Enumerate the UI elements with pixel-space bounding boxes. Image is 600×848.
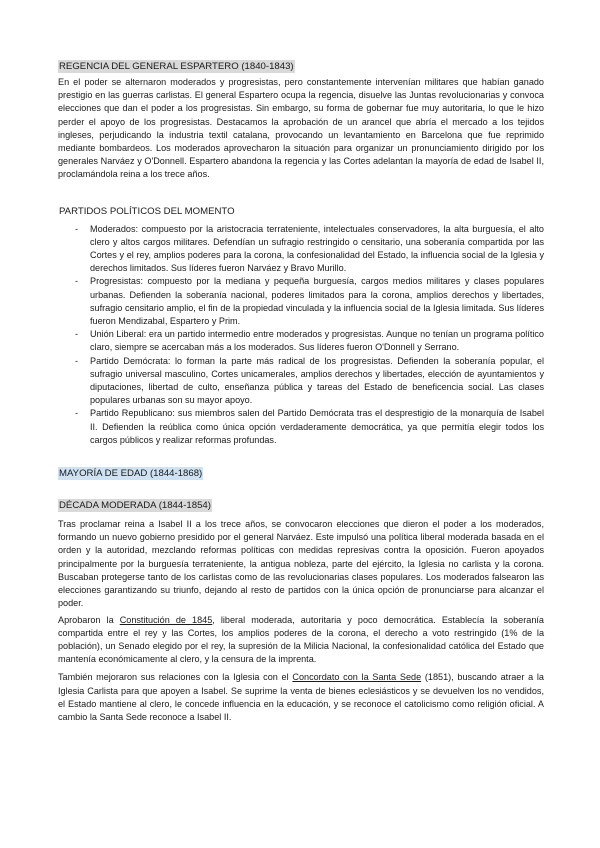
heading-partidos: PARTIDOS POLÍTICOS DEL MOMENTO <box>59 205 235 217</box>
list-item-text: Unión Liberal: era un partido intermedio entre moderados y progresistas. Aunque no tenían un programa político claro, siempre se acercaban más a los moderados. Sus líderes fueron O'Donnell y Serrano. <box>90 329 544 353</box>
paragraph-regencia: En el poder se alternaron moderados y progresistas, pero constantemente intervenían militares que habían ganado prestigio en las guerras carlistas. El general Espartero ocupa la regencia, disuelve las Juntas revolucionarias y convoca elecciones que dan el poder a los progresistas. Sin embargo, su forma de gobernar fue muy autoritaria, lo que le hizo perder el apoyo de los progresistas. Destacamos la aprobación de un arancel que abría el mercado a los tejidos ingleses, perjudicando la industria textil catalana, provocando un levantamiento en Barcelona que fue reprimido mediante bombardeos. Los moderados aprovecharon la situación para organizar un pronunciamiento dirigido por los generales Narváez y O'Donnell. Espartero abandona la regencia y las Cortes adelantan la mayoría de edad de Isabel II, proclamándola reina a los trece años. <box>58 77 544 180</box>
list-item-progresistas <box>58 275 544 328</box>
heading-decada: DÉCADA MODERADA (1844-1854) <box>59 500 211 512</box>
bullet-dash: - <box>75 276 79 287</box>
list-item-union-liberal <box>58 328 544 354</box>
bullet-dash: - <box>75 329 79 340</box>
section-decada <box>58 495 544 724</box>
parties-list <box>58 223 544 447</box>
heading-regencia: REGENCIA DEL GENERAL ESPARTERO (1840-1843) <box>59 61 294 72</box>
paragraph-decada-1: Tras proclamar reina a Isabel II a los trece años, se convocaron elecciones que dieron el poder a los moderados, formando un nuevo gobierno presidido por el general Narváez. Este impulsó una política liberal moderada basada en el orden y la autoridad, mezclando reformas políticas con medidas represivas contra la oposición. Fueron apoyados principalmente por la burguesía terrateniente, la antigua nobleza, parte del ejército, la Iglesia no carlista y la corona. Buscaban protegerse tanto de los carlistas como de las revolucionarias clases populares. Los moderados falsearon las elecciones garantizando su triunfo, dejando al resto de partidos con la única opción de pronunciarse para alcanzar el poder. <box>58 519 544 609</box>
list-item-text: Moderados: compuesto por la aristocracia terrateniente, intelectuales conservadores, la alta burguesía, el alto clero y altos cargos militares. Defendían un sufragio restringido o censitario, una soberanía compartida por las Cortes y el rey, amplios poderes para la corona, la confesionalidad del Estado, la influencia social de la Iglesia y derechos limitados. Sus líderes fueron Narváez y Bravo Murillo. <box>90 223 544 274</box>
concordato-link[interactable]: Concordato con la Santa Sede <box>292 672 422 683</box>
section-partidos <box>58 201 544 447</box>
list-item-text: Progresistas: compuesto por la mediana y pequeña burguesía, cargos medios militares y clases populares urbanas. Defienden la soberanía nacional, poderes limitados para la corona, amplios derechos y libertades, sufragio censitario amplio, el fin de la propiedad vinculada y la influencia social de la Iglesia limitada. Sus líderes fueron Mendizabal, Espartero y Prim. <box>90 276 544 327</box>
list-item-text: Partido Demócrata: lo forman la parte más radical de los progresistas. Defienden la soberanía popular, el sufragio universal masculino, Cortes unicamerales, amplios derechos y libertades, elección de ayuntamientos y diputaciones, libertad de culto, enseñanza pública y tareas del Estado de beneficencia social. Las clases populares urbanas son su mayor apoyo. <box>90 355 544 406</box>
list-item-text: Partido Republicano: sus miembros salen del Partido Demócrata tras el desprestigio de la monarquía de Isabel II. Defienden la reública como única opción verdaderamente democrática, ya que permitía elegir todos los cargos públicos y realizar reformas profundas. <box>90 408 544 445</box>
paragraph-decada-2 <box>58 614 544 667</box>
bullet-dash: - <box>75 355 79 366</box>
document-page <box>58 56 544 724</box>
list-item-republicano <box>58 407 544 447</box>
bullet-dash: - <box>75 223 79 234</box>
heading-mayoria: MAYORÍA DE EDAD (1844-1868) <box>59 468 203 480</box>
section-regencia <box>58 56 544 182</box>
list-item-moderados <box>58 223 544 276</box>
text-run: Aprobaron la <box>58 614 120 625</box>
text-run: (1851), buscando atraer a la Iglesia Carlista para que apoyen a Isabel. Se suprime la venta de bienes eclesiásticos y se devuelven los no vendidos, el Estado mantiene al clero, le concede influencia en la educación, y se reconoce el catolicismo como religión oficial. A cambio la Santa Sede reconoce a Isabel II. <box>58 672 544 722</box>
bullet-dash: - <box>75 408 79 419</box>
paragraph-decada-3 <box>58 671 544 724</box>
text-run: , liberal moderada, autoritaria y poco democrática. Establecía la soberanía compartida entre el rey y las Cortes, los amplios poderes de la corona, el derecho a voto restringido (1% de la población), un Senado elegido por el rey, la supresión de la Milicia Nacional, la confesionalidad católica del Estado que mantenía económicamente al clero, y la censura de la imprenta. <box>58 614 544 665</box>
text-run: También mejoraron sus relaciones con la Iglesia con el <box>58 672 293 683</box>
section-mayoria <box>58 463 544 481</box>
constitution-link[interactable]: Constitución de 1845 <box>119 614 213 625</box>
list-item-democrata <box>58 355 544 408</box>
